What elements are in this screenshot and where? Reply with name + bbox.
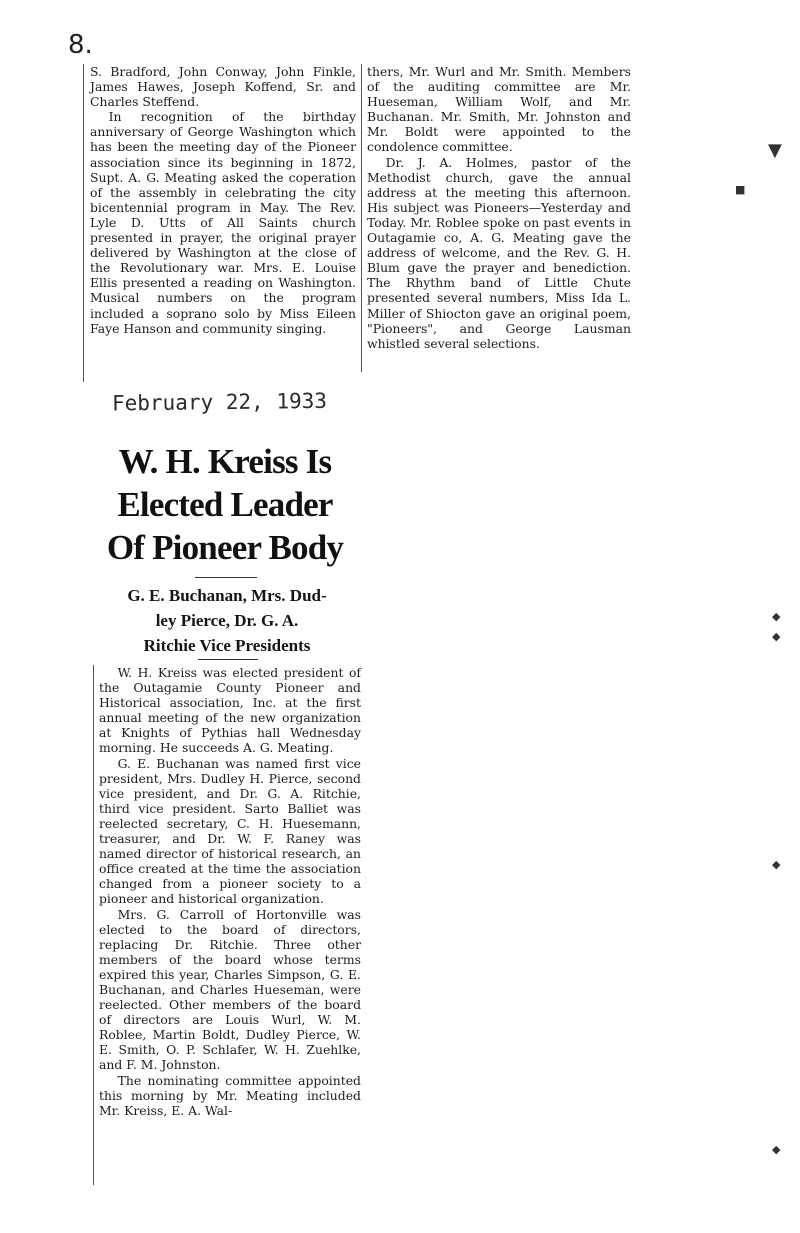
subheadline-line: ley Pierce, Dr. G. A. — [155, 611, 299, 630]
headline-line: W. H. Kreiss Is — [118, 442, 332, 481]
subheadline-line: G. E. Buchanan, Mrs. Dud- — [127, 586, 327, 605]
article-paragraph: W. H. Kreiss was elected president of the Outagamie County Pioneer and Historical association, Inc. at the first annual meeting of the new organization at Knights of Pythias hall Wednesday morning. He succeeds A. G. Meating. — [99, 665, 361, 756]
right-column-paragraph: Dr. J. A. Holmes, pastor of the Methodist church, gave the annual address at the meeting this afternoon. His subject was Pioneers—Yesterday and Today. Mr. Roblee spoke on past events in Outagamie co, A. G. Meating gave the address of welcome, and the Rev. G. H. Blum gave the prayer and benediction. The Rhythm band of Little Chute presented several numbers, Miss Ida L. Miller of Shiocton gave an original poem, "Pioneers", and George Lausman whistled several selections. — [367, 154, 631, 351]
margin-mark: ◆ — [772, 858, 781, 871]
subheadline-line: Ritchie Vice Presidents — [143, 636, 311, 655]
left-column — [90, 64, 356, 336]
headline-line: Of Pioneer Body — [106, 528, 344, 567]
headline — [92, 440, 358, 569]
page-number: 8. — [68, 30, 93, 60]
right-column — [367, 64, 631, 351]
headline-rule — [195, 577, 257, 578]
handwritten-date: February 22, 1933 — [111, 388, 328, 416]
article-paragraph: Mrs. G. Carroll of Hortonville was elected to the board of directors, replacing Dr. Ritchie. Three other members of the board whose terms expired this year, Charles Simpson, G. E. Buchanan, and Charles Hueseman, were reelected. Other members of the board of directors are Louis Wurl, W. M. Roblee, Martin Boldt, Dudley Pierce, W. E. Smith, O. P. Schlafer, W. H. Zuehlke, and F. M. Johnston. — [99, 906, 361, 1073]
article-paragraph: The nominating committee appointed this morning by Mr. Meating included Mr. Kreiss, E. A. Wal- — [99, 1072, 361, 1118]
left-column-rule — [83, 64, 84, 382]
subheadline — [94, 583, 360, 658]
article-body — [99, 665, 361, 1118]
article-column-rule — [93, 665, 94, 1185]
article-paragraph: G. E. Buchanan was named first vice president, Mrs. Dudley H. Pierce, second vice president, and Dr. G. A. Ritchie, third vice president. Sarto Balliet was reelected secretary, C. H. Huesemann, treasurer, and Dr. W. F. Raney was named director of historical research, an office created at the time the association changed from a pioneer society to a pioneer and historical organization. — [99, 755, 361, 907]
right-column-paragraph: thers, Mr. Wurl and Mr. Smith. Members of the auditing committee are Mr. Hueseman, William Wolf, and Mr. Buchanan. Mr. Smith, Mr. Johnston and Mr. Boldt were appointed to the condolence committee. — [367, 64, 631, 155]
column-divider — [361, 64, 362, 372]
margin-mark: ◆ — [772, 1143, 781, 1156]
headline-line: Elected Leader — [117, 485, 333, 524]
margin-mark: ◆ — [772, 630, 781, 643]
left-column-paragraph: In recognition of the birthday anniversary of George Washington which has been the meeting day of the Pioneer association since its beginning in 1872, Supt. A. G. Meating asked the coperation of the assembly in celebrating the city bicentennial program in May. The Rev. Lyle D. Utts of All Saints church presented in prayer, the original prayer delivered by Washington at the close of the Revolutionary war. Mrs. E. Louise Ellis presented a reading on Washington. Musical numbers on the program included a soprano solo by Miss Eileen Faye Hanson and community singing. — [90, 109, 356, 336]
margin-mark: ▼ — [768, 140, 782, 161]
left-column-paragraph: S. Bradford, John Conway, John Finkle, James Hawes, Joseph Koffend, Sr. and Charles Steffend. — [90, 64, 356, 110]
margin-mark: ■ — [735, 183, 746, 196]
margin-mark: ◆ — [772, 610, 781, 623]
subheadline-rule — [198, 659, 258, 660]
